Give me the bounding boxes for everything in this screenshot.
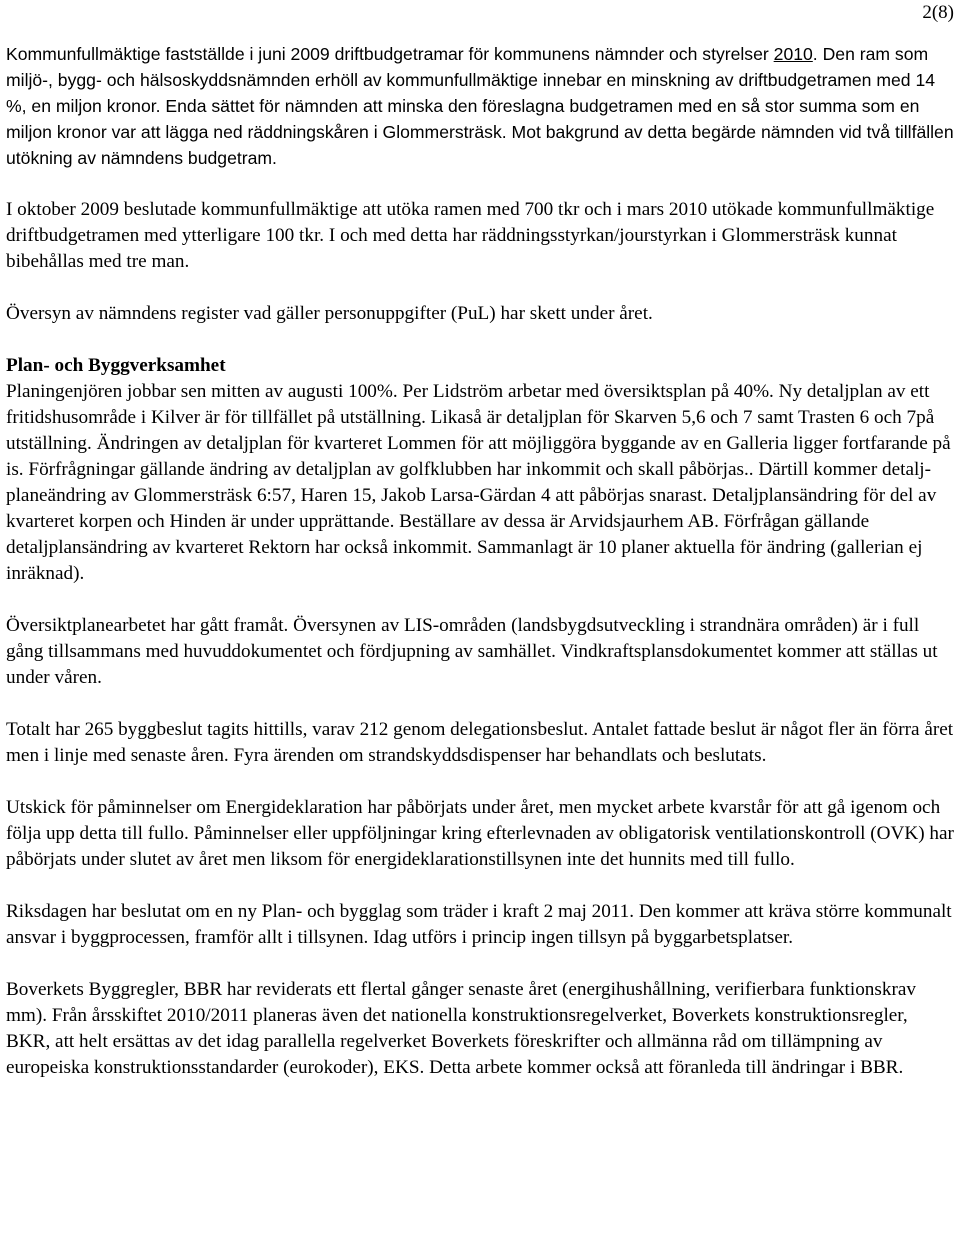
paragraph-utskick: Utskick för påminnelser om Energideklaration har påbörjats under året, men mycket arbete kvarstår för att gå igenom och följa upp detta till fullo. Påminnelser eller uppföljningar kring efterlevnaden av obligatorisk ventilationskontroll (OVK) har påbörjats under slutet av året men liksom för energideklarationstillsynen inte det hunnits med till fullo. xyxy=(6,797,954,870)
intro-rest: . Den ram som miljö-, bygg- och hälsoskyddsnämnden erhöll av kommunfullmäktige innebar en minskning av driftbudgetramen med 14 %, en miljon kronor. Enda sättet för nämnden att minska den föreslagna budgetramen med en så stor summa som en miljon kronor var att lägga ned räddningskåren i Glommersträsk. Mot bakgrund av detta begärde nämnden vid två tillfällen utökning av nämndens budgetram. xyxy=(6,44,954,168)
year-link[interactable]: 2010 xyxy=(773,44,813,64)
paragraph-oktober: I oktober 2009 beslutade kommunfullmäktige att utöka ramen med 700 tkr och i mars 2010 utökade kommunfullmäktige driftbudgetramen med ytterligare 100 tkr. I och med detta har räddningsstyrkan/jourstyrkan i Glommersträsk kunnat bibehållas med tre man. xyxy=(6,199,935,272)
paragraph-totalt: Totalt har 265 byggbeslut tagits hittills, varav 212 genom delegationsbeslut. Antalet fattade beslut är något fler än förra året men i linje med senaste åren. Fyra ärenden om strandskyddsdispenser har behandlats och beslutats. xyxy=(6,719,954,766)
paragraph-oversikt: Översiktplanearbetet har gått framåt. Översynen av LIS-områden (landsbygdsutveckling i strandnära områden) är i full gång tillsammans med huvuddokumentet och fördjupning av samhället. Vindkraftsplansdokumentet kommer att ställas ut under våren. xyxy=(6,615,938,688)
paragraph-riksdagen: Riksdagen har beslutat om en ny Plan- och bygglag som träder i kraft 2 maj 2011. Den kommer att kräva större kommunalt ansvar i byggprocessen, framför allt i tillsynen. Idag utförs i princip ingen tillsyn på byggarbetsplatser. xyxy=(6,901,952,948)
intro-paragraph xyxy=(6,41,956,171)
paragraph-boverket: Boverkets Byggregler, BBR har reviderats ett flertal gånger senaste året (energihushållning, verifierbara funktionskrav mm). Från årsskiftet 2010/2011 planeras även det nationella konstruktionsregelverket, Boverkets konstruktionsregler, BKR, att helt ersättas av det idag parallella regelverket Boverkets föreskrifter och allmänna råd om tillämpning av europeiska konstruktionsstandarder (eurokoder), EKS. Detta arbete kommer också att föranleda till ändringar i BBR. xyxy=(6,979,916,1078)
intro-line: Kommunfullmäktige fastställde i juni 2009 driftbudgetramar för kommunens nämnder och styrelser xyxy=(6,44,769,64)
section-heading-plan: Plan- och Byggverksamhet xyxy=(6,355,226,376)
document-body xyxy=(6,41,956,1081)
page-number: 2(8) xyxy=(922,2,954,23)
paragraph-plan: Planingenjören jobbar sen mitten av augusti 100%. Per Lidström arbetar med översiktsplan på 40%. Ny detaljplan av ett fritidshusområde i Kilver är för tillfället på utställning. Likaså är detaljplan för Skarven 5,6 och 7 samt Trasten 6 och 7på utställning. Ändringen av detaljplan för kvarteret Lommen för att möjliggöra byggande av en Galleria ligger fortfarande på is. Förfrågningar gällande ändring av detaljplan av golfklubben har inkommit och skall påbörjas.. Därtill kommer detalj-planeändring av Glommersträsk 6:57, Haren 15, Jakob Larsa-Gärdan 4 att påbörjas snarast. Detaljplansändring för del av kvarteret korpen och Hinden är under upprättande. Beställare av dessa är Arvidsjaurhem AB. Förfrågan gällande detaljplansändring av kvarteret Rektorn har också inkommit. Sammanlagt är 10 planer aktuella för ändring (gallerian ej inräknad). xyxy=(6,381,951,584)
paragraph-oversyn: Översyn av nämndens register vad gäller personuppgifter (PuL) har skett under året. xyxy=(6,303,653,324)
